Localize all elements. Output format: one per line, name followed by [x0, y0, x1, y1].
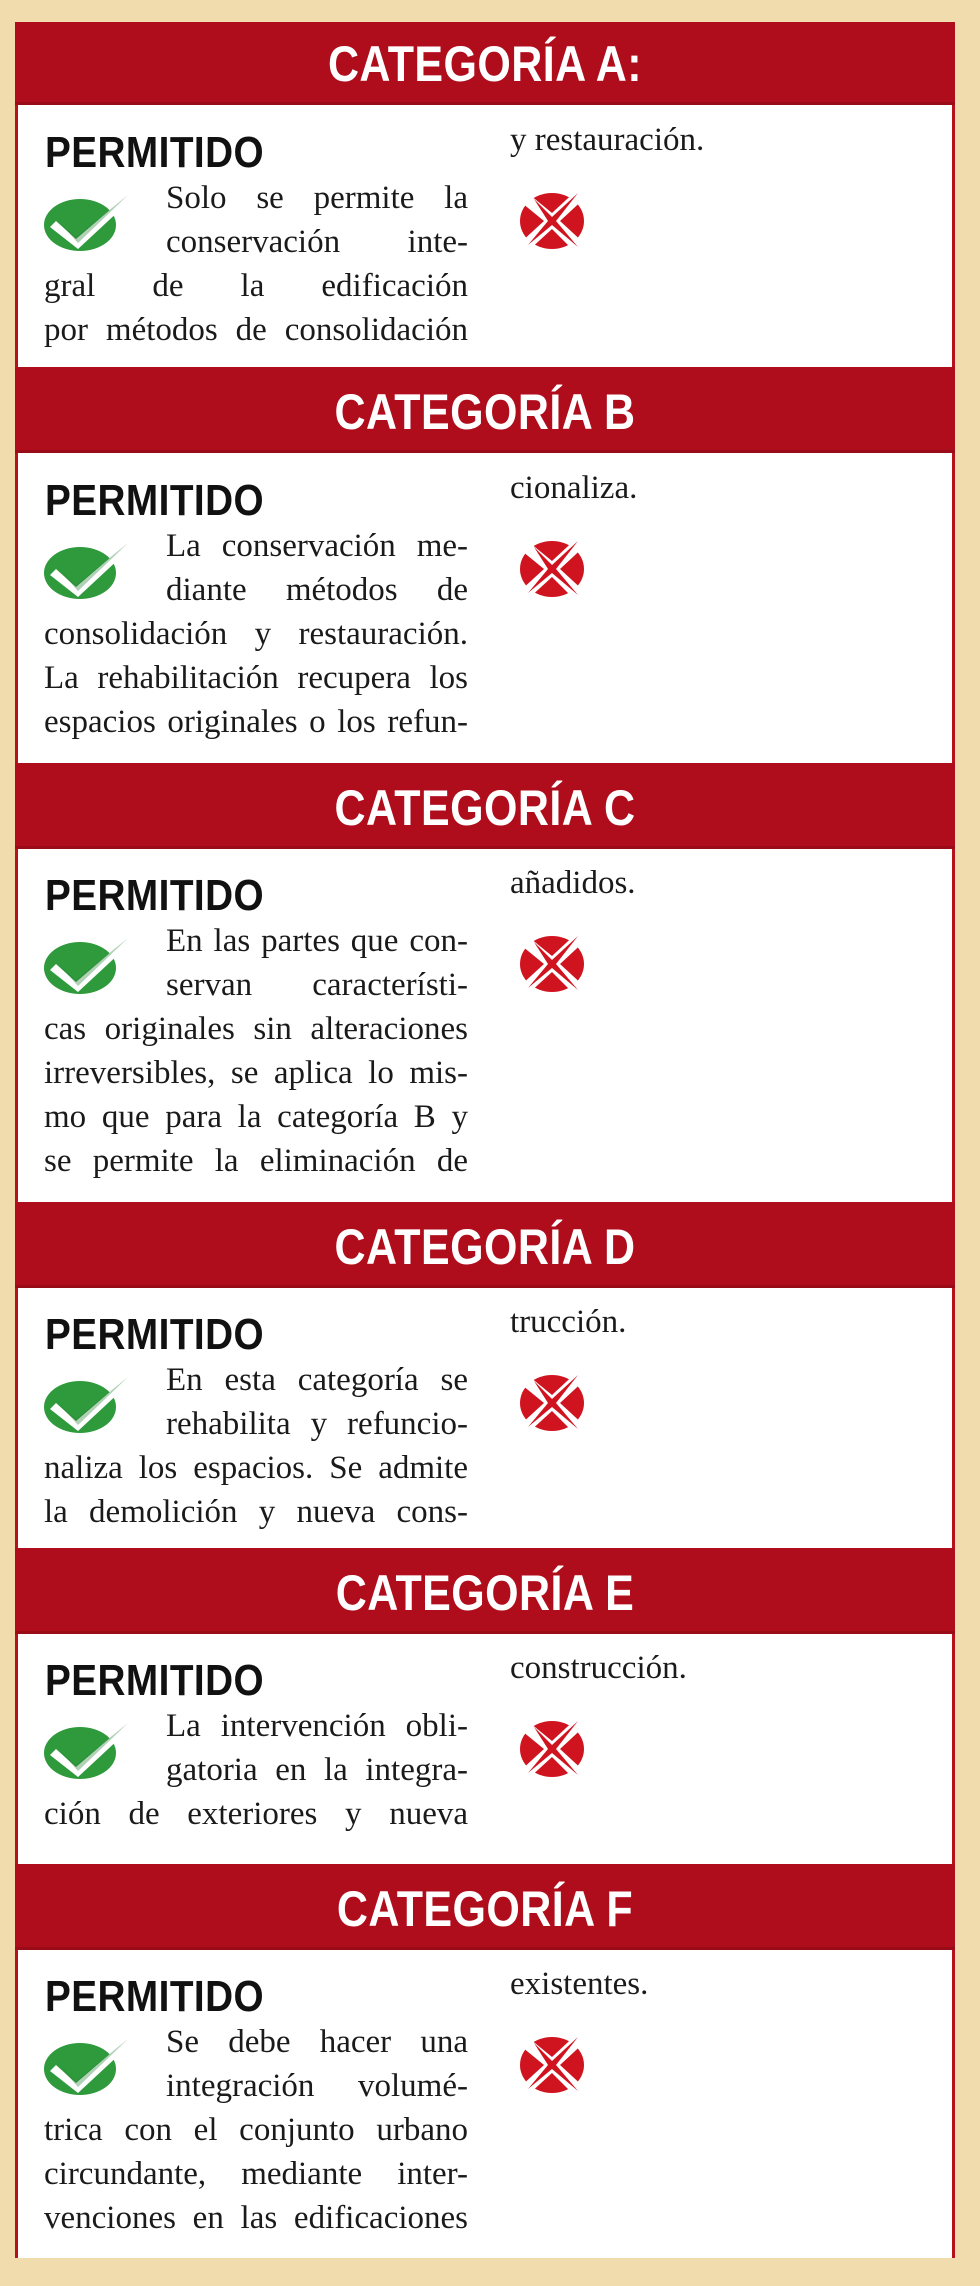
category-title: CATEGORÍA F: [336, 1880, 634, 1937]
permitted-label: PERMITIDO: [45, 871, 265, 920]
cross-icon: [514, 531, 598, 603]
category-header: [15, 1867, 955, 1950]
cross-icon: [514, 1365, 598, 1437]
cross-icon: [514, 2027, 598, 2099]
prohibited-text: añadidos.: [510, 865, 636, 901]
permitted-text-line: En las partes que con-: [166, 923, 468, 959]
permitted-text-line: La intervención obli-: [166, 1708, 468, 1744]
permitted-text-line: gatoria en la integra-: [166, 1752, 468, 1788]
permitted-text-line: consolidación y restauración.: [44, 616, 468, 652]
permitted-text-line: irreversibles, se aplica lo mis-: [44, 1055, 468, 1091]
category-header: [15, 370, 955, 453]
cross-icon: [514, 926, 598, 998]
category-title: CATEGORÍA C: [334, 779, 636, 836]
permitted-text-line: La rehabilitación recupera los: [44, 660, 468, 696]
permitted-text-line: ción de exteriores y nueva: [44, 1796, 468, 1832]
permitted-text-line: naliza los espacios. Se admite: [44, 1450, 468, 1486]
permitted-text-line: circundante, mediante inter-: [44, 2156, 468, 2192]
permitted-text-line: por métodos de consolidación: [44, 312, 468, 348]
permitted-text-line: mo que para la categoría B y: [44, 1099, 468, 1135]
cross-icon: [514, 1711, 598, 1783]
prohibited-text: trucción.: [510, 1304, 627, 1340]
permitted-text-line: servan característi-: [166, 967, 468, 1003]
prohibited-text: existentes.: [510, 1966, 649, 2002]
permitted-text-line: trica con el conjunto urbano: [44, 2112, 468, 2148]
permitted-text: [44, 176, 468, 352]
permitted-text: [44, 1704, 468, 1836]
permitted-text-line: En esta categoría se: [166, 1362, 468, 1398]
permitted-label: PERMITIDO: [45, 1310, 265, 1359]
category-header: [15, 766, 955, 849]
category-title: CATEGORÍA E: [335, 1564, 635, 1621]
permitted-text-line: integración volumé-: [166, 2068, 468, 2104]
permitted-text-line: la demolición y nueva cons-: [44, 1494, 468, 1530]
category-title: CATEGORÍA D: [334, 1218, 636, 1275]
permitted-text: [44, 2020, 468, 2240]
permitted-text-line: diante métodos de: [166, 572, 468, 608]
permitted-text: [44, 1358, 468, 1534]
permitted-text-line: Solo se permite la: [166, 180, 468, 216]
permitted-label: PERMITIDO: [45, 1656, 265, 1705]
cross-icon: [514, 183, 598, 255]
permitted-label: PERMITIDO: [45, 128, 265, 177]
permitted-text-line: Se debe hacer una: [166, 2024, 468, 2060]
category-header: [15, 1551, 955, 1634]
category-header: [15, 1205, 955, 1288]
permitted-label: PERMITIDO: [45, 476, 265, 525]
prohibited-text: y restauración.: [510, 122, 705, 158]
permitted-text-line: rehabilita y refuncio-: [166, 1406, 468, 1442]
permitted-text: [44, 524, 468, 744]
permitted-text-line: La conservación me-: [166, 528, 468, 564]
permitted-text-line: cas originales sin alteraciones: [44, 1011, 468, 1047]
prohibited-text: cionaliza.: [510, 470, 638, 506]
category-title: CATEGORÍA B: [334, 383, 636, 440]
permitted-text-line: conservación inte-: [166, 224, 468, 260]
category-title: CATEGORÍA A:: [327, 35, 643, 92]
permitted-text-line: venciones en las edificaciones: [44, 2200, 468, 2236]
permitted-text: [44, 919, 468, 1183]
permitted-text-line: espacios originales o los refun-: [44, 704, 468, 740]
prohibited-text: construcción.: [510, 1650, 687, 1686]
category-header: [15, 22, 955, 105]
permitted-text-line: se permite la eliminación de: [44, 1143, 468, 1179]
permitted-label: PERMITIDO: [45, 1972, 265, 2021]
permitted-text-line: gral de la edificación: [44, 268, 468, 304]
